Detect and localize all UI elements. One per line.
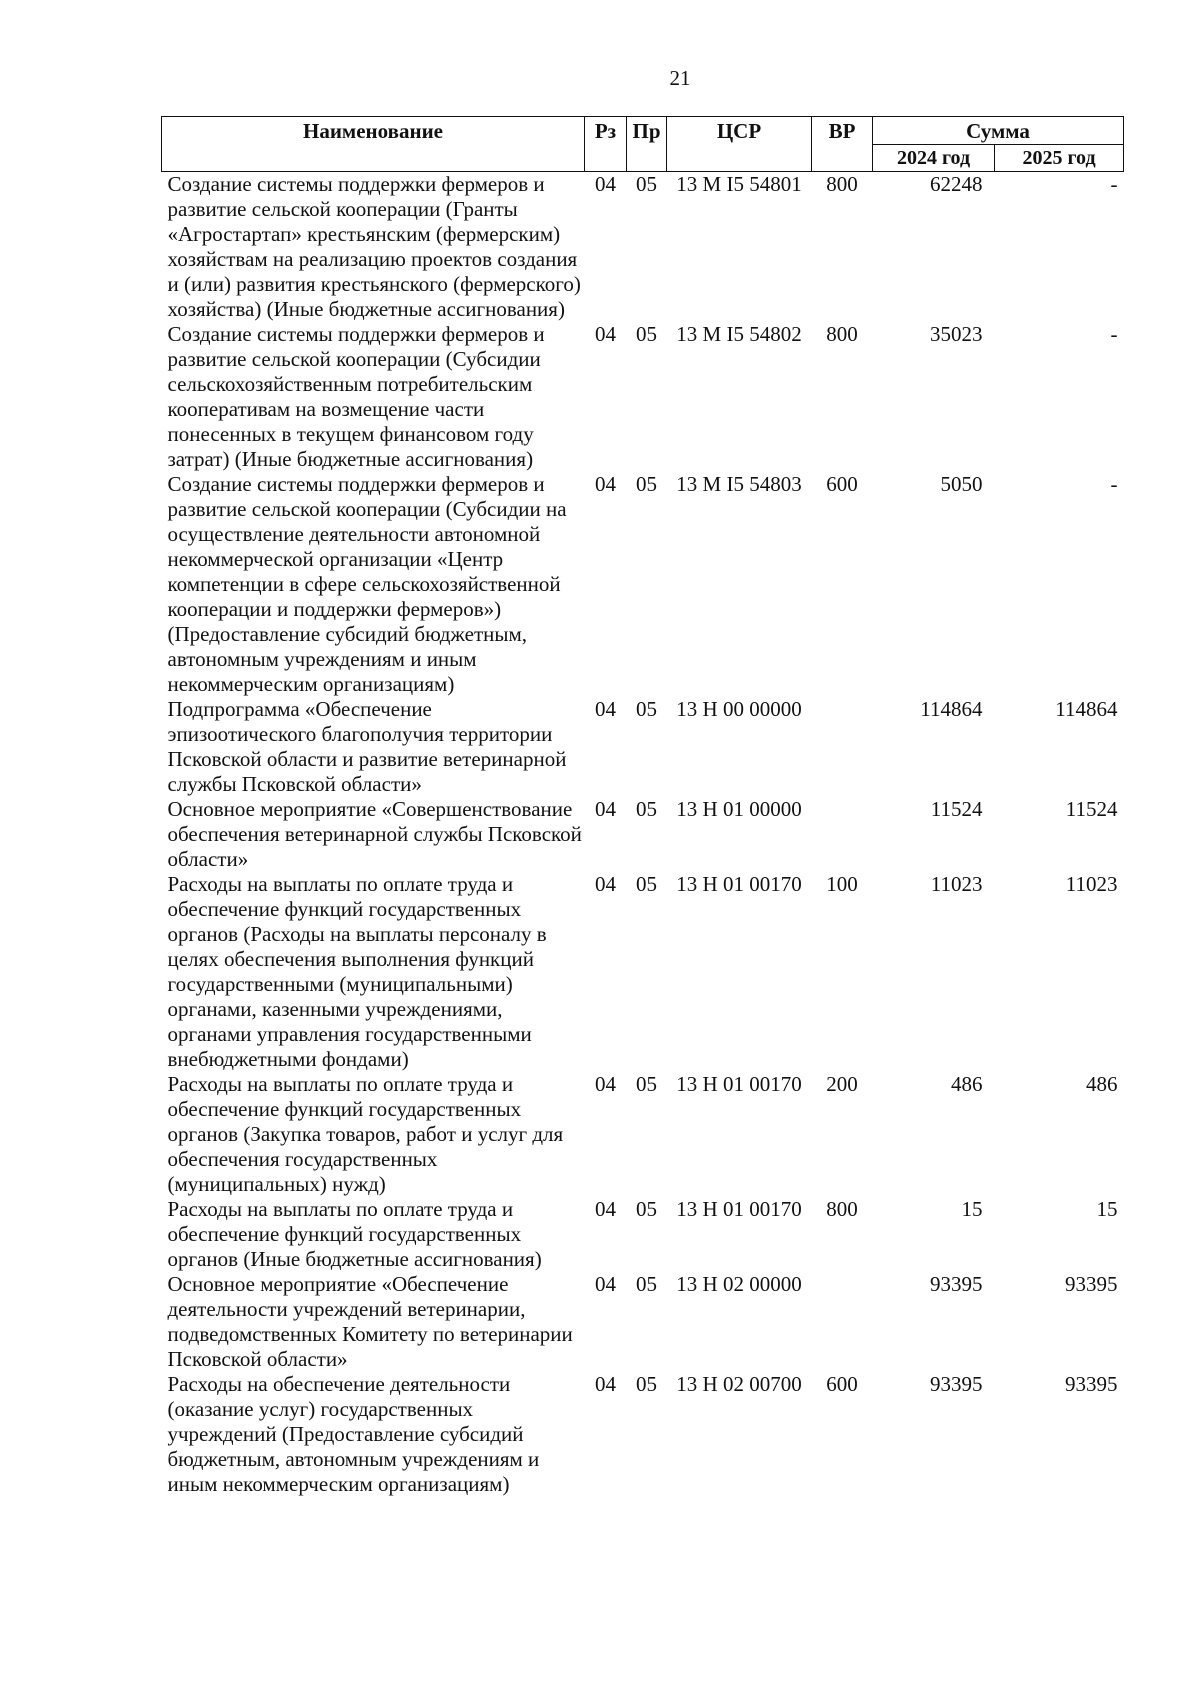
table-row bbox=[162, 1372, 1124, 1497]
cell-sum-2025: 114864 bbox=[1055, 697, 1118, 721]
cell-sum-2025: 486 bbox=[1086, 1072, 1118, 1096]
header-year-2025: 2025 год bbox=[995, 145, 1124, 172]
cell-sum-2025: 93395 bbox=[1065, 1372, 1118, 1396]
cell-sum-2025: 11023 bbox=[1065, 872, 1118, 896]
cell-csr: 13 Н 01 00000 bbox=[676, 797, 802, 821]
cell-rz: 04 bbox=[595, 322, 616, 346]
header-vr: ВР bbox=[812, 117, 873, 172]
cell-csr: 13 М I5 54802 bbox=[676, 322, 802, 346]
cell-name: Основное мероприятие «Совершенствование обеспечения ветеринарной службы Псковской области» bbox=[167, 797, 582, 871]
cell-vr bbox=[812, 797, 873, 872]
cell-vr: 800 bbox=[826, 322, 858, 346]
cell-sum-2024: 5050 bbox=[940, 472, 983, 496]
cell-sum-2025: - bbox=[1110, 322, 1118, 346]
cell-name: Расходы на обеспечение деятельности (оказание услуг) государственных учреждений (Предоставление субсидий бюджетным, автономным учреждениям и иным некоммерческим организациям) bbox=[167, 1372, 540, 1496]
cell-sum-2025: 15 bbox=[1096, 1197, 1118, 1221]
cell-csr: 13 М I5 54801 bbox=[676, 172, 802, 196]
cell-pr: 05 bbox=[636, 797, 657, 821]
cell-csr: 13 Н 02 00000 bbox=[676, 1272, 802, 1296]
header-rz: Рз bbox=[585, 117, 627, 172]
budget-table bbox=[161, 116, 1124, 1497]
table-body bbox=[162, 172, 1124, 1498]
cell-sum-2025: - bbox=[1110, 472, 1118, 496]
budget-table-container bbox=[161, 116, 1123, 1497]
table-row bbox=[162, 1272, 1124, 1372]
table-row bbox=[162, 172, 1124, 323]
cell-rz: 04 bbox=[595, 1372, 616, 1396]
cell-pr: 05 bbox=[636, 697, 657, 721]
cell-sum-2024: 35023 bbox=[930, 322, 983, 346]
cell-pr: 05 bbox=[636, 872, 657, 896]
cell-csr: 13 Н 00 00000 bbox=[676, 697, 802, 721]
cell-rz: 04 bbox=[595, 872, 616, 896]
cell-name: Расходы на выплаты по оплате труда и обеспечение функций государственных органов (Иные бюджетные ассигнования) bbox=[167, 1197, 542, 1271]
cell-vr: 100 bbox=[826, 872, 858, 896]
cell-pr: 05 bbox=[636, 322, 657, 346]
cell-vr: 800 bbox=[826, 1197, 858, 1221]
cell-csr: 13 М I5 54803 bbox=[676, 472, 802, 496]
cell-sum-2024: 486 bbox=[951, 1072, 983, 1096]
table-header bbox=[162, 117, 1124, 172]
cell-vr: 200 bbox=[826, 1072, 858, 1096]
cell-csr: 13 Н 01 00170 bbox=[676, 872, 802, 896]
cell-name: Подпрограмма «Обеспечение эпизоотического благополучия территории Псковской области и развитие ветеринарной службы Псковской области» bbox=[167, 697, 567, 796]
cell-pr: 05 bbox=[636, 1197, 657, 1221]
table-row bbox=[162, 697, 1124, 797]
header-year-2024: 2024 год bbox=[873, 145, 995, 172]
cell-pr: 05 bbox=[636, 1372, 657, 1396]
cell-rz: 04 bbox=[595, 1072, 616, 1096]
cell-rz: 04 bbox=[595, 797, 616, 821]
cell-rz: 04 bbox=[595, 1197, 616, 1221]
cell-name: Расходы на выплаты по оплате труда и обеспечение функций государственных органов (Расходы на выплаты персоналу в целях обеспечения выполнения функций государственными (муниципальными) органами, казенными учреждениями, органами управления государственными внебюджетными фондами) bbox=[167, 872, 547, 1071]
page-number: 21 bbox=[669, 66, 691, 90]
cell-vr: 800 bbox=[826, 172, 858, 196]
cell-vr: 600 bbox=[826, 1372, 858, 1396]
table-row bbox=[162, 797, 1124, 872]
cell-name: Создание системы поддержки фермеров и развитие сельской кооперации (Субсидии на осуществление деятельности автономной некоммерческой организации «Центр компетенции в сфере сельскохозяйственной кооперации и поддержки фермеров») (Предоставление субсидий бюджетным, автономным учреждениям и иным некоммерческим организациям) bbox=[167, 472, 567, 696]
cell-sum-2024: 93395 bbox=[930, 1372, 983, 1396]
cell-sum-2024: 114864 bbox=[920, 697, 983, 721]
cell-rz: 04 bbox=[595, 1272, 616, 1296]
cell-pr: 05 bbox=[636, 172, 657, 196]
cell-name: Создание системы поддержки фермеров и развитие сельской кооперации (Гранты «Агростартап» крестьянским (фермерским) хозяйствам на реализацию проектов создания и (или) развития крестьянского (фермерского) хозяйства) (Иные бюджетные ассигнования) bbox=[167, 172, 581, 321]
table-row bbox=[162, 322, 1124, 472]
cell-name: Расходы на выплаты по оплате труда и обеспечение функций государственных органов (Закупка товаров, работ и услуг для обеспечения государственных (муниципальных) нужд) bbox=[167, 1072, 564, 1196]
table-row bbox=[162, 872, 1124, 1072]
cell-vr bbox=[812, 697, 873, 797]
cell-sum-2025: 93395 bbox=[1065, 1272, 1118, 1296]
header-name: Наименование bbox=[162, 117, 585, 172]
cell-sum-2024: 11023 bbox=[930, 872, 983, 896]
cell-pr: 05 bbox=[636, 1072, 657, 1096]
cell-sum-2025: 11524 bbox=[1065, 797, 1118, 821]
cell-sum-2024: 11524 bbox=[930, 797, 983, 821]
cell-rz: 04 bbox=[595, 172, 616, 196]
table-row bbox=[162, 472, 1124, 697]
cell-rz: 04 bbox=[595, 697, 616, 721]
table-row bbox=[162, 1072, 1124, 1197]
header-pr: Пр bbox=[627, 117, 667, 172]
header-csr: ЦСР bbox=[667, 117, 812, 172]
cell-vr bbox=[812, 1272, 873, 1372]
cell-name: Основное мероприятие «Обеспечение деятельности учреждений ветеринарии, подведомственных Комитету по ветеринарии Псковской области» bbox=[167, 1272, 573, 1371]
cell-sum-2024: 93395 bbox=[930, 1272, 983, 1296]
cell-csr: 13 Н 02 00700 bbox=[676, 1372, 802, 1396]
cell-sum-2024: 62248 bbox=[930, 172, 983, 196]
cell-name: Создание системы поддержки фермеров и развитие сельской кооперации (Субсидии сельскохозяйственным потребительским кооперативам на возмещение части понесенных в текущем финансовом году затрат) (Иные бюджетные ассигнования) bbox=[167, 322, 545, 471]
cell-pr: 05 bbox=[636, 1272, 657, 1296]
cell-csr: 13 Н 01 00170 bbox=[676, 1072, 802, 1096]
cell-rz: 04 bbox=[595, 472, 616, 496]
table-row bbox=[162, 1197, 1124, 1272]
cell-vr: 600 bbox=[826, 472, 858, 496]
header-sum: Сумма bbox=[873, 117, 1124, 145]
cell-sum-2024: 15 bbox=[961, 1197, 983, 1221]
cell-pr: 05 bbox=[636, 472, 657, 496]
cell-csr: 13 Н 01 00170 bbox=[676, 1197, 802, 1221]
cell-sum-2025: - bbox=[1110, 172, 1118, 196]
